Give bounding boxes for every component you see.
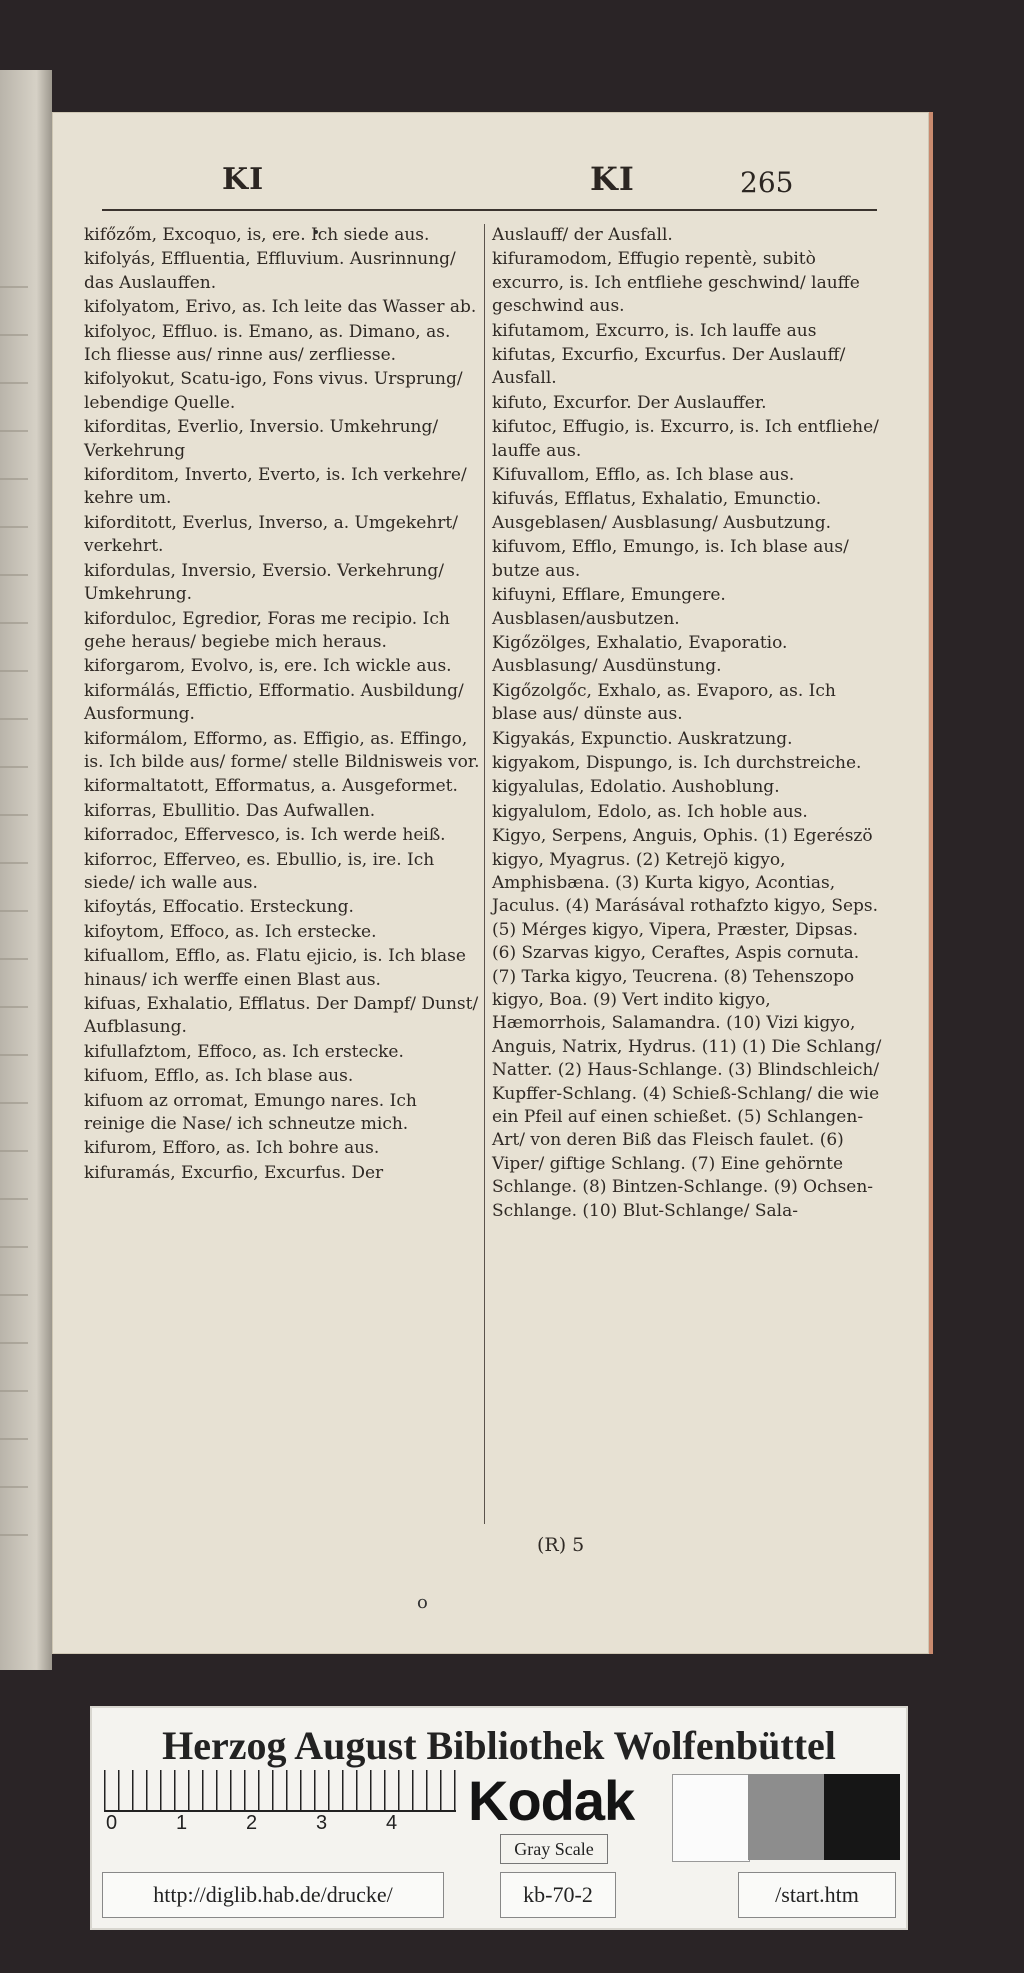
dictionary-entry: kigyalulas, Edolatio. Aushoblung.	[492, 777, 780, 798]
dictionary-entry: kigyakom, Dispungo, is. Ich durchstreiche.	[492, 752, 862, 773]
dictionary-entry: kifuallom, Efflo, as. Flatu ejicio, is. Ich blase hinaus/ ich werffe einen Blast aus.	[84, 946, 466, 990]
white-swatch	[672, 1774, 750, 1862]
dictionary-entry: kiforditott, Everlus, Inverso, a. Umgekehrt/ verkehrt.	[84, 512, 458, 557]
ruler-number: 2	[246, 1812, 258, 1834]
ruler-number: 1	[176, 1812, 188, 1834]
dictionary-entry: kiforras, Ebullitio. Das Aufwallen.	[84, 800, 376, 821]
dictionary-entry: kifuom, Efflo, as. Ich blase aus.	[84, 1066, 354, 1087]
book-page	[52, 112, 929, 1654]
dictionary-entry: kifolyoc, Effluo. is. Emano, as. Dimano, as. Ich fliesse aus/ rinne aus/ zerfliesse.	[84, 321, 451, 366]
dictionary-entry: kifutas, Excurfio, Excurfus. Der Auslauff/ Ausfall.	[492, 345, 846, 389]
dictionary-entry: kifurom, Efforo, as. Ich bohre aus.	[84, 1138, 380, 1159]
ruler-numbers	[104, 1812, 456, 1834]
dictionary-entry: kiforradoc, Effervesco, is. Ich werde heiß.	[84, 825, 446, 846]
dictionary-entry: kigyalulom, Edolo, as. Ich hoble aus.	[492, 801, 808, 822]
left-column	[84, 224, 482, 1186]
dictionary-entry: kifutamom, Excurro, is. Ich lauffe aus	[492, 320, 817, 341]
dictionary-entry: kifolyás, Effluentia, Effluvium. Ausrinnung/ das Auslauffen.	[84, 249, 456, 293]
dictionary-entry: kifullafztom, Effoco, as. Ich erstecke.	[84, 1041, 404, 1062]
color-calibration-card	[90, 1706, 908, 1930]
dictionary-entry: Auslauff/ der Ausfall.	[492, 225, 673, 245]
adjacent-page-edge	[0, 70, 52, 1670]
shelf-code: kb-70-2	[500, 1872, 616, 1918]
dictionary-entry: kifőzőm, Excoquo, is, ere. Ich siede aus.	[84, 225, 430, 245]
running-head-middle: KI	[590, 160, 635, 198]
dictionary-entry: kiformaltatott, Efformatus, a. Ausgeformet.	[84, 776, 458, 797]
dictionary-entry: Kigyo, Serpens, Anguis, Ophis. (1) Egerészö kigyo, Myagrus. (2) Ketrejö kigyo, Amphisbæna. (3) Kurta kigyo, Acontias, Jaculus. (4) Marásával rothafzto kigyo, Seps. (5) Mérges kigyo, Vipera, Præster, Dipsas. (6) Szarvas kigyo, Ceraftes, Aspis cornuta. (7) Tarka kigyo, Teucrena. (8) Tehenszopo kigyo, Boa. (9) Vert indito kigyo, Hæmorrhois, Salamandra. (10) Vizi kigyo, Anguis, Natrix, Hydrus. (11) (1) Die Schlang/ Natter. (2) Haus-Schlange. (3) Blindschleich/ Kupffer-Schlang. (4) Schieß-Schlang/ die wie ein Pfeil auf einen schießet. (5) Schlangen-Art/ von deren Biß das Fleisch faulet. (6) Viper/ giftige Schlang. (7) Eine gehörnte Schlange. (8) Bintzen-Schlange. (9) Ochsen-Schlange. (10) Blut-Schlange/ Sala-	[492, 826, 882, 1221]
dictionary-entry: kiforroc, Efferveo, es. Ebullio, is, ire. Ich siede/ ich walle aus.	[84, 849, 435, 893]
dictionary-entry: kiformálás, Effictio, Efformatio. Ausbildung/ Ausformung.	[84, 680, 464, 725]
start-link[interactable]: /start.htm	[738, 1872, 896, 1918]
dictionary-entry: kifuom az orromat, Emungo nares. Ich reinige die Nase/ ich schneutze mich.	[84, 1090, 417, 1135]
dictionary-entry: kiforduloc, Egredior, Foras me recipio. Ich gehe heraus/ begiebe mich heraus.	[84, 608, 450, 652]
black-swatch	[824, 1774, 900, 1860]
dictionary-entry: Kigőzölges, Exhalatio, Evaporatio. Ausblasung/ Ausdünstung.	[492, 632, 788, 677]
dictionary-entry: kifuas, Exhalatio, Efflatus. Der Dampf/ Dunst/ Aufblasung.	[84, 994, 479, 1038]
ruler-number: 0	[106, 1812, 118, 1834]
dictionary-entry: Kifuvallom, Efflo, as. Ich blase aus.	[492, 465, 795, 486]
dictionary-entry: kifuvom, Efflo, Emungo, is. Ich blase aus/ butze aus.	[492, 537, 849, 581]
library-title: Herzog August Bibliothek Wolfenbüttel	[162, 1723, 836, 1768]
page-number: 265	[740, 166, 794, 199]
dictionary-entry: kifordulas, Inversio, Eversio. Verkehrung/ Umkehrung.	[84, 560, 444, 605]
running-head-left: KI	[222, 162, 265, 197]
ruler-ticks	[104, 1770, 456, 1812]
gray-scale-label: Gray Scale	[500, 1834, 608, 1864]
scale-ruler	[104, 1770, 456, 1834]
dictionary-entry: Kigőzolgőc, Exhalo, as. Evaporo, as. Ich blase aus/ dünste aus.	[492, 680, 836, 725]
dictionary-entry: kifuramodom, Effugio repentè, subitò excurro, is. Ich entfliehe geschwind/ lauffe geschwind aus.	[492, 249, 860, 317]
dictionary-entry: kifuyni, Efflare, Emungere. Ausblasen/ausbutzen.	[492, 585, 726, 629]
signature-mark: (R) 5	[537, 1534, 585, 1556]
dictionary-entry: Kigyakás, Expunctio. Auskratzung.	[492, 728, 793, 749]
column-divider	[484, 224, 485, 1524]
dictionary-entry: kiforditas, Everlio, Inversio. Umkehrung/ Verkehrung	[84, 417, 439, 461]
dictionary-entry: kifolyokut, Scatu-igo, Fons vivus. Ursprung/ lebendige Quelle.	[84, 369, 463, 413]
dictionary-entry: kifuto, Excurfor. Der Auslauffer.	[492, 392, 767, 413]
dictionary-entry: kiformálom, Efformo, as. Effigio, as. Effingo, is. Ich bilde aus/ forme/ stelle Bildnisweis vor.	[84, 728, 480, 772]
right-column	[492, 224, 884, 1224]
ruler-number: 4	[386, 1812, 398, 1834]
source-url[interactable]: http://diglib.hab.de/drucke/	[102, 1872, 444, 1918]
dictionary-entry: kiforditom, Inverto, Everto, is. Ich verkehre/ kehre um.	[84, 465, 467, 509]
kodak-logo: Kodak	[468, 1769, 635, 1832]
bottom-mark: o	[417, 1592, 428, 1613]
ruler-number: 3	[316, 1812, 328, 1834]
dictionary-entry: kifolyatom, Erivo, as. Ich leite das Wasser ab.	[84, 297, 477, 318]
dictionary-entry: kifoytás, Effocatio. Ersteckung.	[84, 897, 354, 918]
dictionary-entry: kiforgarom, Evolvo, is, ere. Ich wickle aus.	[84, 656, 452, 677]
dictionary-entry: kifuramás, Excurfio, Excurfus. Der	[84, 1162, 384, 1183]
grey-swatch	[748, 1774, 824, 1860]
dictionary-entry: kifuvás, Efflatus, Exhalatio, Emunctio. Ausgeblasen/ Ausblasung/ Ausbutzung.	[492, 489, 832, 533]
dictionary-entry: kifoytom, Effoco, as. Ich erstecke.	[84, 921, 377, 942]
header-rule	[102, 209, 877, 211]
dictionary-entry: kifutoc, Effugio, is. Excurro, is. Ich entfliehe/ lauffe aus.	[492, 417, 879, 461]
